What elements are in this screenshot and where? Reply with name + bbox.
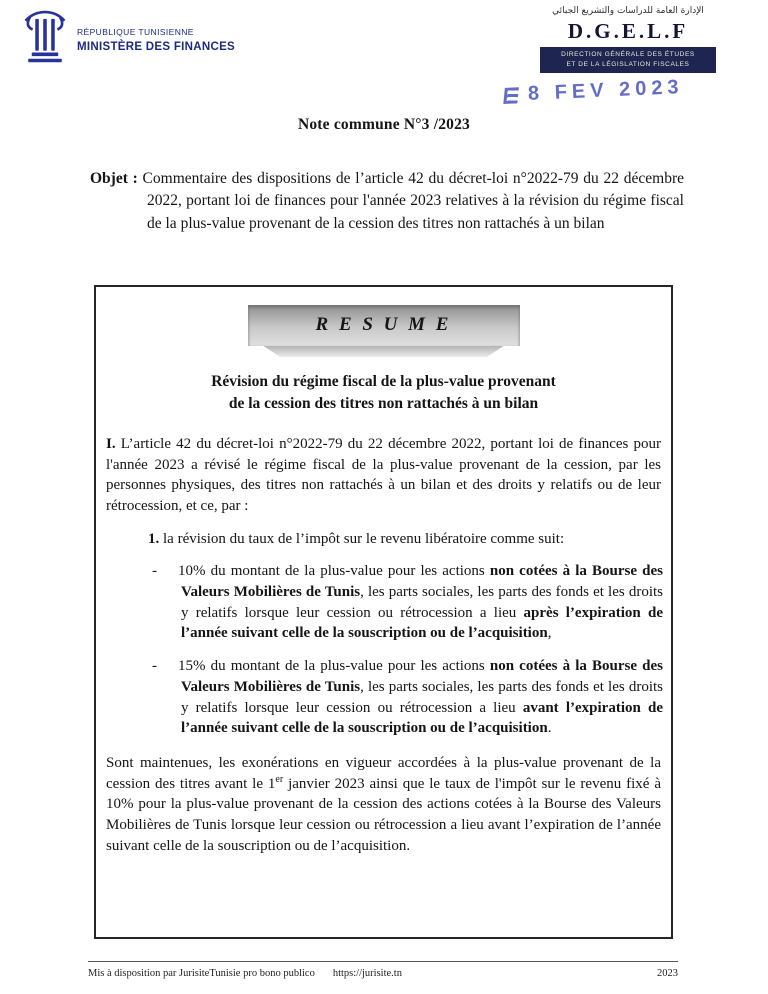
bullet-dash: -: [152, 563, 157, 580]
text-run: , les parts sociales, les parts des fonds et les droits y relatifs lorsque leur cession ou rétrocession a lieu: [181, 584, 663, 621]
footer-divider: [88, 961, 678, 962]
resume-heading: [104, 371, 663, 416]
ministry-text: [77, 27, 235, 53]
text-run: 15% du montant de la plus-value pour les actions: [178, 658, 490, 675]
bullet-item-2: [104, 656, 663, 739]
resume-banner-label: R E S U M E: [248, 305, 520, 346]
page-title: Note commune N°3 /2023: [297, 116, 471, 133]
resume-heading-line1: Révision du régime fiscal de la plus-value provenant: [211, 373, 556, 390]
resume-box: [94, 285, 673, 939]
resume-banner-shadow: [264, 346, 504, 357]
paragraph-1-number: I.: [106, 435, 116, 452]
ministry-column-logo-icon: [22, 10, 68, 70]
bold-run: non cotées à la Bourse des Valeurs Mobilières de Tunis: [181, 658, 663, 695]
stamp-mark-icon: [503, 87, 519, 104]
dgelf-block: [540, 6, 716, 73]
list-item-1-number: 1.: [148, 530, 160, 547]
bold-run: non cotées à la Bourse des Valeurs Mobilières de Tunis: [181, 563, 663, 601]
ministry-logo-block: [22, 10, 235, 70]
paragraph-1-text: L’article 42 du décret-loi n°2022-79 du 22 décembre 2022, portant loi de finances pour l'année 2023 a révisé le régime fiscal de la plus-value provenant de la cession, par les personnes physiques, des titres non rattachés à un bilan et des droits y relatifs ou de leur rétrocession, et ce, par :: [106, 435, 661, 514]
bullet-item-1: [104, 561, 663, 644]
objet-text: Commentaire des dispositions de l’article 42 du décret-loi n°2022-79 du 22 décembre 2022, portant loi de finances pour l'année 2023 relatives à la révision du régime fiscal de la plus-value provenant de la cession des titres non rattachés à un bilan: [137, 170, 684, 232]
resume-banner: [248, 305, 520, 357]
resume-heading-line2: de la cession des titres non rattachés à un bilan: [228, 395, 539, 413]
text-run: .: [547, 720, 552, 737]
bold-run: avant l’expiration de l’année suivant celle de la souscription ou de l’acquisition: [181, 699, 663, 737]
dgelf-subtitle-line2: ET DE LA LÉGISLATION FISCALES: [566, 61, 690, 69]
objet-label: Objet :: [90, 170, 138, 187]
text-run: ,: [547, 625, 552, 642]
resume-paragraph-1: [104, 434, 663, 517]
bold-run: après l’expiration de l’année suivant celle de la souscription ou de l’acquisition: [181, 604, 663, 642]
objet-paragraph: [90, 168, 684, 235]
text-run: , les parts sociales, les parts des fonds et les droits y relatifs lorsque leur cession ou rétrocession a lieu: [181, 678, 663, 716]
ministry-label: MINISTÈRE DES FINANCES: [77, 41, 236, 53]
footer-site-link[interactable]: https://jurisite.tn: [332, 968, 402, 979]
dgelf-subtitle-banner: [540, 47, 716, 73]
superscript-er: er: [275, 773, 284, 785]
republic-label: RÉPUBLIQUE TUNISIENNE: [77, 27, 194, 37]
dgelf-arabic-title: الإدارة العامة للدراسات والتشريع الجبائي: [552, 6, 704, 16]
date-stamp: [504, 76, 684, 107]
footer-left: [88, 968, 402, 979]
stamp-date: 8 FEV 2023: [527, 76, 684, 105]
dgelf-subtitle-line1: DIRECTION GÉNÉRALE DES ÉTUDES: [561, 51, 695, 58]
footer: [88, 968, 678, 979]
resume-list-item-1: [148, 529, 663, 550]
bullet-dash: -: [152, 658, 157, 675]
text-run: 10% du montant de la plus-value pour les actions: [178, 563, 490, 580]
footer-credit-text: Mis à disposition par JurisiteTunisie pro bono publico: [88, 968, 315, 979]
text-run: Sont maintenues, les exonérations en vigueur accordées à la plus-value provenant de la cession des titres avant le 1: [106, 754, 661, 792]
list-item-1-text: la révision du taux de l’impôt sur le revenu libératoire comme suit:: [159, 530, 565, 547]
dgelf-title: D.G.E.L.F: [567, 19, 689, 43]
resume-paragraph-2: [104, 753, 663, 856]
text-run: janvier 2023 ainsi que le taux de l'impôt sur le revenu fixé à 10% pour la plus-value provenant de la cession des actions cotées à la Bourse des Valeurs Mobilières de Tunis lorsque leur cession ou rétrocession a lieu avant l’expiration de l’année suivant celle de la souscription ou de l’acquisition.: [106, 775, 661, 854]
footer-year: 2023: [657, 968, 678, 979]
